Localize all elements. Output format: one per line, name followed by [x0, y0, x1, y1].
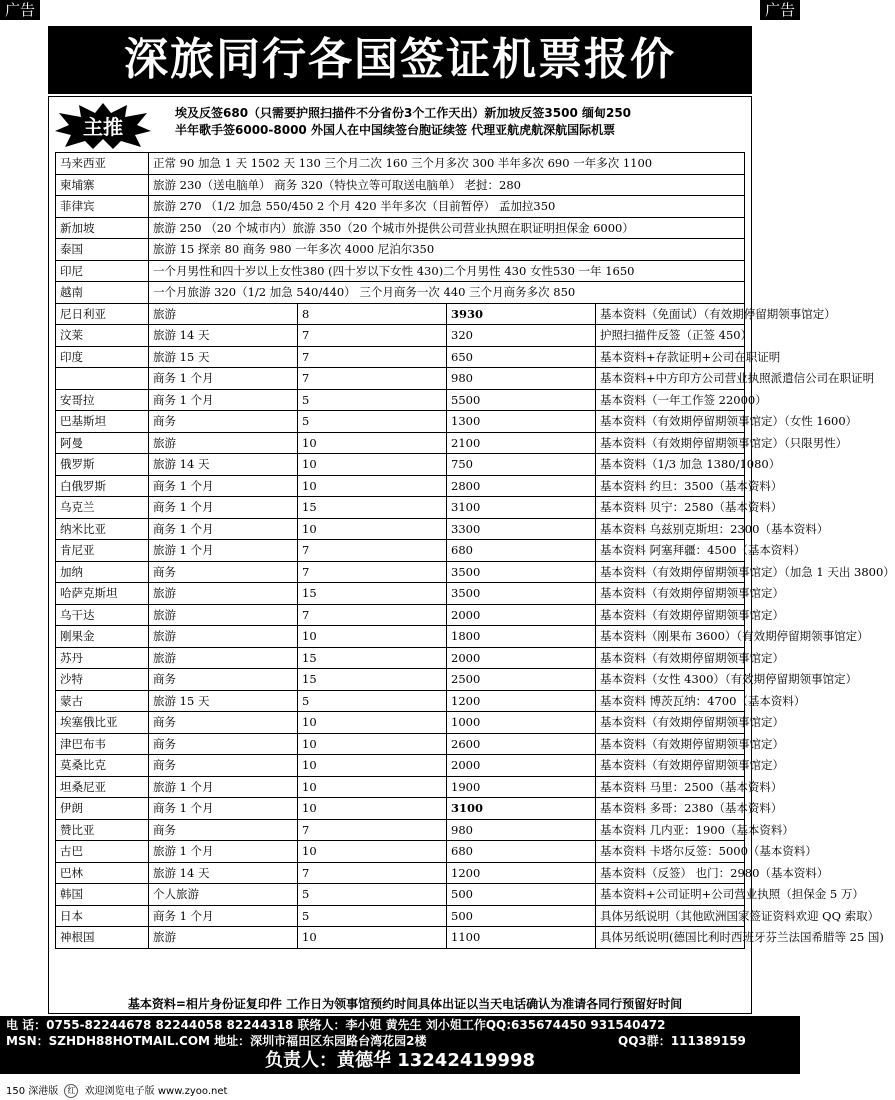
country-cell: 津巴布韦: [56, 733, 149, 755]
price-detail-cell: 旅游 250 （20 个城市内）旅游 350（20 个城市外提供公司营业执照在职证明担保金 6000）: [149, 217, 745, 239]
country-cell: 乌干达: [56, 604, 149, 626]
visa-type-cell: 旅游 14 天: [149, 454, 298, 476]
price-cell: 3500: [447, 561, 596, 583]
processing-days-cell: 8: [298, 303, 447, 325]
processing-days-cell: 7: [298, 325, 447, 347]
page-number: 150: [6, 1086, 26, 1097]
price-cell: 3930: [447, 303, 596, 325]
visa-type-cell: 商务: [149, 819, 298, 841]
note-cell: 基本资料 马里：2500（基本资料）: [596, 776, 745, 798]
processing-days-cell: 10: [298, 432, 447, 454]
visa-type-cell: 商务 1 个月: [149, 368, 298, 390]
processing-days-cell: 7: [298, 862, 447, 884]
table-row: [56, 540, 745, 562]
note-cell: 具体另纸说明（其他欧洲国家签证资料欢迎 QQ 索取）: [596, 905, 745, 927]
country-cell: 苏丹: [56, 647, 149, 669]
price-detail-cell: 旅游 15 探亲 80 商务 980 一年多次 4000 尼泊尔350: [149, 239, 745, 261]
processing-days-cell: 15: [298, 497, 447, 519]
visa-type-cell: 旅游: [149, 927, 298, 949]
note-cell: 具体另纸说明(德国比利时西班牙芬兰法国希腊等 25 国): [596, 927, 745, 949]
note-cell: 基本资料（一年工作签 22000）: [596, 389, 745, 411]
visa-type-cell: 商务: [149, 669, 298, 691]
visa-type-cell: 旅游: [149, 583, 298, 605]
processing-days-cell: 10: [298, 626, 447, 648]
price-list-frame: [48, 96, 895, 1014]
promo-line-2: 半年歌手签6000-8000 外国人在中国续签台胞证续签 代理亚航虎航深航国际机票: [175, 123, 616, 137]
country-cell: 蒙古: [56, 690, 149, 712]
visa-type-cell: 旅游 14 天: [149, 862, 298, 884]
note-cell: 基本资料 约旦：3500（基本资料）: [596, 475, 745, 497]
processing-days-cell: 7: [298, 346, 447, 368]
processing-days-cell: 10: [298, 841, 447, 863]
contact-phone-line: 电 话：0755-82244678 82244058 82244318 联络人：李小姐 黄先生 刘小姐工作QQ:635674450 931540472: [6, 1018, 666, 1032]
note-cell: 基本资料+公司证明+公司营业执照（担保金 5 万）: [596, 884, 745, 906]
country-cell: 坦桑尼亚: [56, 776, 149, 798]
country-cell: 白俄罗斯: [56, 475, 149, 497]
country-cell: 伊朗: [56, 798, 149, 820]
processing-days-cell: 7: [298, 604, 447, 626]
country-cell: 韩国: [56, 884, 149, 906]
processing-days-cell: 5: [298, 690, 447, 712]
visa-price-table: [55, 152, 895, 949]
table-row: [56, 196, 745, 218]
ad-tag-left: 广告: [0, 0, 40, 20]
note-cell: 基本资料（免面试）（有效期停留期领事馆定）: [596, 303, 745, 325]
country-cell: 巴基斯坦: [56, 411, 149, 433]
country-cell: 日本: [56, 905, 149, 927]
country-cell: 肯尼亚: [56, 540, 149, 562]
country-cell: [56, 368, 149, 390]
visa-type-cell: 商务 1 个月: [149, 475, 298, 497]
price-cell: 680: [447, 540, 596, 562]
country-cell: 新加坡: [56, 217, 149, 239]
processing-days-cell: 5: [298, 411, 447, 433]
price-cell: 3100: [447, 497, 596, 519]
visa-type-cell: 旅游 14 天: [149, 325, 298, 347]
visa-type-cell: 旅游 1 个月: [149, 540, 298, 562]
note-cell: 基本资料（有效期停留期领事馆定）（女性 1600）: [596, 411, 745, 433]
processing-days-cell: 7: [298, 368, 447, 390]
table-row: [56, 561, 745, 583]
price-cell: 2800: [447, 475, 596, 497]
processing-days-cell: 10: [298, 755, 447, 777]
price-cell: 980: [447, 368, 596, 390]
country-cell: 柬埔寨: [56, 174, 149, 196]
table-row: [56, 604, 745, 626]
note-cell: 基本资料（有效期停留期领事馆定）: [596, 733, 745, 755]
table-row: [56, 389, 745, 411]
footnote: 基本资料=相片身份证复印件 工作日为领事馆预约时间具体出证以当天电话确认为准请各同行预留好时间: [127, 997, 683, 1011]
note-cell: 基本资料 卡塔尔反签：5000（基本资料）: [596, 841, 745, 863]
red-logo-icon: 红: [64, 1084, 78, 1098]
table-row: [56, 841, 745, 863]
table-row: [56, 282, 745, 304]
country-cell: 乌克兰: [56, 497, 149, 519]
table-row: [56, 884, 745, 906]
processing-days-cell: 7: [298, 561, 447, 583]
country-cell: 纳米比亚: [56, 518, 149, 540]
table-row: [56, 798, 745, 820]
processing-days-cell: 10: [298, 475, 447, 497]
processing-days-cell: 7: [298, 819, 447, 841]
table-row: [56, 217, 745, 239]
contact-person-line: 负责人：黄德华 13242419998: [264, 1050, 536, 1071]
table-row: [56, 733, 745, 755]
note-cell: 基本资料（有效期停留期领事馆定）: [596, 712, 745, 734]
price-cell: 1800: [447, 626, 596, 648]
country-cell: 刚果金: [56, 626, 149, 648]
country-cell: 印度: [56, 346, 149, 368]
note-cell: 基本资料（女性 4300）（有效期停留期领事馆定）: [596, 669, 745, 691]
price-cell: 1300: [447, 411, 596, 433]
note-cell: 基本资料 博茨瓦纳：4700（基本资料）: [596, 690, 745, 712]
processing-days-cell: 15: [298, 669, 447, 691]
price-cell: 1900: [447, 776, 596, 798]
price-cell: 2000: [447, 604, 596, 626]
country-cell: 俄罗斯: [56, 454, 149, 476]
table-row: [56, 454, 745, 476]
country-cell: 安哥拉: [56, 389, 149, 411]
promo-banner: [49, 97, 751, 149]
country-cell: 古巴: [56, 841, 149, 863]
table-row: [56, 303, 745, 325]
country-cell: 莫桑比克: [56, 755, 149, 777]
ad-tag-right: 广告: [760, 0, 800, 20]
visa-type-cell: 商务: [149, 561, 298, 583]
visa-type-cell: 旅游 1 个月: [149, 776, 298, 798]
country-cell: 菲律宾: [56, 196, 149, 218]
country-cell: 印尼: [56, 260, 149, 282]
price-cell: 1000: [447, 712, 596, 734]
table-row: [56, 927, 745, 949]
visa-type-cell: 商务 1 个月: [149, 905, 298, 927]
contact-box: [0, 1016, 800, 1074]
table-row: [56, 325, 745, 347]
price-detail-cell: 一个月男性和四十岁以上女性380 (四十岁以下女性 430)二个月男性 430 女性530 一年 1650: [149, 260, 745, 282]
visa-type-cell: 旅游 15 天: [149, 346, 298, 368]
footer-text: 欢迎浏览电子版: [84, 1086, 155, 1097]
price-cell: 5500: [447, 389, 596, 411]
price-cell: 1100: [447, 927, 596, 949]
note-cell: 基本资料 几内亚：1900（基本资料）: [596, 819, 745, 841]
visa-type-cell: 商务 1 个月: [149, 798, 298, 820]
table-row: [56, 239, 745, 261]
visa-type-cell: 商务 1 个月: [149, 389, 298, 411]
table-row: [56, 905, 745, 927]
price-cell: 3500: [447, 583, 596, 605]
promo-badge-text: 主推: [83, 115, 123, 139]
visa-type-cell: 旅游: [149, 626, 298, 648]
visa-type-cell: 商务: [149, 733, 298, 755]
table-row: [56, 690, 745, 712]
promo-line-1: 埃及反签680（只需要护照扫描件不分省份3个工作天出）新加坡反签3500 缅甸250: [175, 106, 632, 120]
contact-qq-group: QQ3群：111389159: [618, 1034, 746, 1048]
note-cell: 基本资料 多哥：2380（基本资料）: [596, 798, 745, 820]
price-cell: 2600: [447, 733, 596, 755]
price-cell: 980: [447, 819, 596, 841]
table-row: [56, 647, 745, 669]
note-cell: 基本资料（有效期停留期领事馆定）: [596, 647, 745, 669]
country-cell: 尼日利亚: [56, 303, 149, 325]
country-cell: 埃塞俄比亚: [56, 712, 149, 734]
country-cell: 越南: [56, 282, 149, 304]
processing-days-cell: 5: [298, 884, 447, 906]
price-cell: 680: [447, 841, 596, 863]
visa-type-cell: 商务: [149, 411, 298, 433]
edition-label: 深港版: [28, 1086, 59, 1097]
contact-msn-address: MSN：SZHDH88HOTMAIL.COM 地址：深圳市福田区东园路台湾花园2楼: [6, 1034, 427, 1048]
price-detail-cell: 一个月旅游 320（1/2 加急 540/440） 三个月商务一次 440 三个月商务多次 850: [149, 282, 745, 304]
note-cell: 基本资料（刚果布 3600）（有效期停留期领事馆定）: [596, 626, 745, 648]
processing-days-cell: 10: [298, 927, 447, 949]
processing-days-cell: 15: [298, 583, 447, 605]
note-cell: 基本资料（有效期停留期领事馆定）（加急 1 天出 3800）: [596, 561, 745, 583]
price-cell: 2000: [447, 755, 596, 777]
price-cell: 750: [447, 454, 596, 476]
table-row: [56, 260, 745, 282]
note-cell: 护照扫描件反签（正签 450）: [596, 325, 745, 347]
price-detail-cell: 旅游 230（送电脑单） 商务 320（特快立等可取送电脑单） 老挝：280: [149, 174, 745, 196]
country-cell: 巴林: [56, 862, 149, 884]
table-row: [56, 712, 745, 734]
table-row: [56, 669, 745, 691]
note-cell: 基本资料（反签） 也门：2980（基本资料）: [596, 862, 745, 884]
table-row: [56, 755, 745, 777]
promo-text: [175, 105, 747, 139]
processing-days-cell: 7: [298, 540, 447, 562]
price-detail-cell: 旅游 270 （1/2 加急 550/450 2 个月 420 半年多次（目前暂停） 孟加拉350: [149, 196, 745, 218]
table-row: [56, 432, 745, 454]
note-cell: 基本资料（有效期停留期领事馆定）: [596, 583, 745, 605]
processing-days-cell: 10: [298, 712, 447, 734]
price-cell: 500: [447, 884, 596, 906]
country-cell: 赞比亚: [56, 819, 149, 841]
visa-type-cell: 旅游: [149, 604, 298, 626]
visa-type-cell: 旅游 1 个月: [149, 841, 298, 863]
table-row: [56, 174, 745, 196]
country-cell: 沙特: [56, 669, 149, 691]
page-title: 深旅同行各国签证机票报价: [48, 26, 752, 94]
note-cell: 基本资料（1/3 加急 1380/1080）: [596, 454, 745, 476]
table-row: [56, 411, 745, 433]
processing-days-cell: 10: [298, 733, 447, 755]
processing-days-cell: 10: [298, 454, 447, 476]
country-cell: 汶莱: [56, 325, 149, 347]
price-cell: 320: [447, 325, 596, 347]
note-cell: 基本资料（有效期停留期领事馆定）（只限男性）: [596, 432, 745, 454]
processing-days-cell: 5: [298, 389, 447, 411]
price-cell: 2100: [447, 432, 596, 454]
table-row: [56, 518, 745, 540]
price-cell: 1200: [447, 862, 596, 884]
table-row: [56, 153, 745, 175]
table-row: [56, 497, 745, 519]
visa-type-cell: 个人旅游: [149, 884, 298, 906]
visa-type-cell: 商务 1 个月: [149, 497, 298, 519]
table-row: [56, 475, 745, 497]
note-cell: 基本资料（有效期停留期领事馆定）: [596, 755, 745, 777]
price-detail-cell: 正常 90 加急 1 天 1502 天 130 三个月二次 160 三个月多次 300 半年多次 690 一年多次 1100: [149, 153, 745, 175]
visa-type-cell: 旅游: [149, 647, 298, 669]
table-row: [56, 626, 745, 648]
table-row: [56, 862, 745, 884]
visa-type-cell: 旅游: [149, 303, 298, 325]
table-row: [56, 346, 745, 368]
country-cell: 加纳: [56, 561, 149, 583]
table-row: [56, 368, 745, 390]
note-cell: 基本资料 乌兹别克斯坦：2300（基本资料）: [596, 518, 745, 540]
note-cell: 基本资料（有效期停留期领事馆定）: [596, 604, 745, 626]
starburst-badge-icon: [55, 103, 151, 149]
table-row: [56, 583, 745, 605]
page-footer: [6, 1082, 227, 1098]
country-cell: 神根国: [56, 927, 149, 949]
visa-type-cell: 商务: [149, 712, 298, 734]
country-cell: 泰国: [56, 239, 149, 261]
country-cell: 阿曼: [56, 432, 149, 454]
footer-url[interactable]: www.zyoo.net: [157, 1086, 228, 1097]
processing-days-cell: 15: [298, 647, 447, 669]
visa-type-cell: 商务 1 个月: [149, 518, 298, 540]
price-cell: 650: [447, 346, 596, 368]
contact-address-line: [6, 1034, 746, 1049]
price-cell: 2000: [447, 647, 596, 669]
processing-days-cell: 10: [298, 798, 447, 820]
price-cell: 500: [447, 905, 596, 927]
price-cell: 3300: [447, 518, 596, 540]
note-cell: 基本资料+中方印方公司营业执照派遣信公司在职证明: [596, 368, 745, 390]
processing-days-cell: 5: [298, 905, 447, 927]
price-cell: 2500: [447, 669, 596, 691]
country-cell: 哈萨克斯坦: [56, 583, 149, 605]
note-cell: 基本资料 贝宁：2580（基本资料）: [596, 497, 745, 519]
processing-days-cell: 10: [298, 518, 447, 540]
country-cell: 马来西亚: [56, 153, 149, 175]
visa-type-cell: 旅游 15 天: [149, 690, 298, 712]
note-cell: 基本资料 阿塞拜疆：4500（基本资料）: [596, 540, 745, 562]
table-row: [56, 776, 745, 798]
price-cell: 3100: [447, 798, 596, 820]
processing-days-cell: 10: [298, 776, 447, 798]
table-row: [56, 819, 745, 841]
visa-type-cell: 商务: [149, 755, 298, 777]
price-cell: 1200: [447, 690, 596, 712]
note-cell: 基本资料+存款证明+公司在职证明: [596, 346, 745, 368]
visa-type-cell: 旅游: [149, 432, 298, 454]
